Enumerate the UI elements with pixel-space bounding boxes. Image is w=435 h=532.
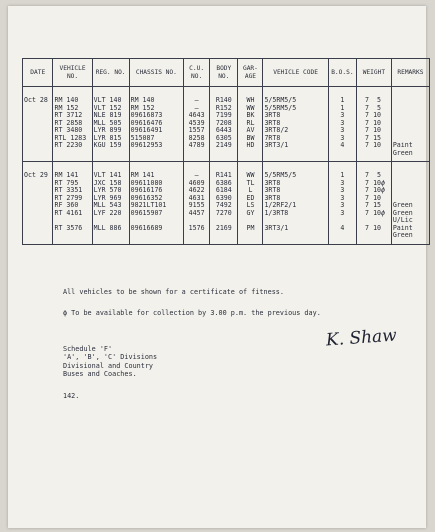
- chassis-no-cell: 09616176: [129, 187, 183, 195]
- vehicle-code-cell: 1/3RT8: [263, 210, 328, 225]
- body-no-cell: 2169: [210, 225, 238, 245]
- body-no-cell: 6305: [210, 135, 238, 143]
- weight-tons: 7: [365, 202, 370, 209]
- body-no-cell: 6390: [210, 195, 238, 203]
- collection-mark: ϕ: [381, 179, 385, 187]
- table-row: [23, 162, 430, 180]
- table-row: [23, 210, 430, 225]
- weight-tons: 7: [365, 224, 370, 232]
- weight-cwt: 15: [373, 134, 382, 142]
- table-row: [23, 112, 430, 120]
- bos-cell: 1: [328, 105, 356, 113]
- collection-note: ϕ To be available for collection by 3.00 p.m. the previous day.: [63, 309, 321, 317]
- table-row: [23, 187, 430, 195]
- remark-line: Green: [392, 148, 413, 157]
- vehicle-no-cell: RT 3480: [53, 127, 92, 135]
- table-row: [23, 105, 430, 113]
- weight-tons: 7: [365, 142, 370, 149]
- remark-line: Paint: [392, 142, 413, 149]
- weight-cwt: 10: [373, 127, 382, 134]
- date-cell: [23, 127, 53, 135]
- body-no-cell: 7492: [210, 202, 238, 210]
- vehicle-no-cell: RM 141: [53, 162, 92, 180]
- weight-cwt: 10: [373, 179, 382, 187]
- cu-no-cell: –: [184, 162, 210, 180]
- cu-no-cell: 4631: [184, 195, 210, 203]
- weight-cell: [357, 127, 392, 135]
- chassis-no-cell: 09616873: [129, 112, 183, 120]
- document-page: [8, 6, 426, 528]
- cu-no-cell: 8258: [184, 135, 210, 143]
- collection-mark: ϕ: [381, 209, 385, 217]
- remarks-cell: [391, 127, 429, 135]
- vehicle-no-cell: RT 4161: [53, 210, 92, 225]
- cu-no-cell: 4789: [184, 142, 210, 162]
- vehicle-code-cell: 5/5RM5/5: [263, 87, 328, 105]
- vehicle-no-cell: RT 3351: [53, 187, 92, 195]
- weight-cwt: 5: [377, 104, 382, 112]
- bos-cell: 3: [328, 187, 356, 195]
- remarks-cell: [391, 87, 429, 105]
- remarks-cell: [391, 162, 429, 180]
- chassis-no-cell: RM 152: [129, 105, 183, 113]
- remarks-cell: [391, 202, 429, 210]
- col-header-body-no: BODY NO.: [210, 59, 238, 87]
- chassis-no-cell: 09611080: [129, 180, 183, 188]
- weight-tons: 7: [365, 104, 370, 112]
- weight-cell: [357, 187, 392, 195]
- table-row: [23, 180, 430, 188]
- col-header-bos: B.O.S.: [328, 59, 356, 87]
- chassis-no-cell: 515087: [129, 135, 183, 143]
- reg-no-cell: MLL 543: [92, 202, 129, 210]
- vehicle-code-cell: 3RT8/2: [263, 127, 328, 135]
- weight-cell: [357, 142, 392, 162]
- date-cell: [23, 210, 53, 225]
- weight-cell: [357, 87, 392, 105]
- date-cell: [23, 180, 53, 188]
- remark-line: Green: [392, 209, 413, 217]
- weight-cwt: 5: [377, 171, 382, 179]
- garage-cell: BW: [238, 135, 263, 143]
- body-no-cell: 6386: [210, 180, 238, 188]
- cu-no-cell: –: [184, 105, 210, 113]
- cu-no-cell: 4622: [184, 187, 210, 195]
- body-no-cell: 6184: [210, 187, 238, 195]
- date-cell: [23, 187, 53, 195]
- weight-tons: 7: [365, 119, 370, 127]
- reg-no-cell: LYR 815: [92, 135, 129, 143]
- weight-cwt: 15: [373, 202, 382, 209]
- remark-line: U/Lic: [392, 216, 413, 224]
- reg-no-cell: LYR 570: [92, 187, 129, 195]
- cu-no-cell: 4457: [184, 210, 210, 225]
- bos-cell: 3: [328, 127, 356, 135]
- weight-cell: [357, 105, 392, 113]
- group-oct-28: [23, 87, 430, 162]
- remarks-cell: [391, 187, 429, 195]
- reg-no-cell: JXC 158: [92, 180, 129, 188]
- reg-no-cell: MLL 886: [92, 225, 129, 245]
- cu-no-cell: 4539: [184, 120, 210, 128]
- cu-no-cell: –: [184, 87, 210, 105]
- weight-cell: [357, 162, 392, 180]
- vehicle-no-cell: RF 360: [53, 202, 92, 210]
- vehicle-code-cell: 3RT8: [263, 120, 328, 128]
- weight-tons: 7: [365, 179, 370, 187]
- weight-tons: 7: [365, 127, 370, 134]
- vehicle-code-cell: 3RT8: [263, 187, 328, 195]
- chassis-no-cell: 09612953: [129, 142, 183, 162]
- body-no-cell: R152: [210, 105, 238, 113]
- vehicle-no-cell: RT 2858: [53, 120, 92, 128]
- bos-cell: 1: [328, 162, 356, 180]
- cu-no-cell: 1557: [184, 127, 210, 135]
- reg-no-cell: VLT 141: [92, 162, 129, 180]
- vehicle-code-cell: 3RT8: [263, 195, 328, 203]
- chassis-no-cell: 09616476: [129, 120, 183, 128]
- footer-line: Schedule 'F': [63, 345, 113, 353]
- bos-cell: 3: [328, 210, 356, 225]
- vehicle-no-cell: RT 3576: [53, 225, 92, 245]
- reg-no-cell: LYR 969: [92, 195, 129, 203]
- reg-no-cell: VLT 140: [92, 87, 129, 105]
- weight-cwt: 10: [373, 142, 382, 149]
- weight-cell: [357, 210, 392, 225]
- table-row: [23, 202, 430, 210]
- cu-no-cell: 9155: [184, 202, 210, 210]
- weight-cell: [357, 120, 392, 128]
- garage-cell: LS: [238, 202, 263, 210]
- collection-mark: ϕ: [381, 187, 385, 194]
- garage-cell: GY: [238, 210, 263, 225]
- vehicle-code-cell: 3RT3/1: [263, 142, 328, 162]
- weight-tons: 7: [365, 112, 370, 119]
- garage-cell: WH: [238, 87, 263, 105]
- vehicle-code-cell: 5/5RM5/5: [263, 162, 328, 180]
- weight-cwt: 10: [373, 119, 382, 127]
- schedule-footer: [63, 345, 157, 379]
- body-no-cell: 7199: [210, 112, 238, 120]
- bos-cell: 3: [328, 112, 356, 120]
- reg-no-cell: KGU 159: [92, 142, 129, 162]
- garage-cell: RL: [238, 120, 263, 128]
- weight-cell: [357, 135, 392, 143]
- weight-cell: [357, 112, 392, 120]
- bos-cell: 3: [328, 180, 356, 188]
- date-cell: [23, 120, 53, 128]
- vehicle-no-cell: RT 795: [53, 180, 92, 188]
- col-header-reg-no: REG. NO.: [92, 59, 129, 87]
- cu-no-cell: 4609: [184, 180, 210, 188]
- table-row: [23, 135, 430, 143]
- vehicle-code-cell: 1/2RF2/1: [263, 202, 328, 210]
- body-no-cell: 6443: [210, 127, 238, 135]
- weight-cwt: 10: [373, 209, 382, 217]
- reg-no-cell: LYR 899: [92, 127, 129, 135]
- vehicle-code-cell: 3RT8: [263, 112, 328, 120]
- chassis-no-cell: 09616352: [129, 195, 183, 203]
- vehicle-no-cell: RT 3712: [53, 112, 92, 120]
- chassis-no-cell: RM 141: [129, 162, 183, 180]
- footer-line: Divisional and Country: [63, 361, 154, 370]
- date-cell: Oct 29: [23, 162, 53, 180]
- footer-line: Buses and Coaches.: [63, 370, 137, 379]
- vehicle-no-cell: RTL 1283: [53, 135, 92, 143]
- fitness-note: All vehicles to be shown for a certificate of fitness.: [63, 288, 284, 296]
- body-no-cell: R141: [210, 162, 238, 180]
- reg-no-cell: NLE 819: [92, 112, 129, 120]
- weight-tons: 7: [365, 209, 370, 217]
- col-header-cu-no: C.U. NO.: [184, 59, 210, 87]
- chassis-no-cell: 9821LT101: [129, 202, 183, 210]
- bos-cell: 4: [328, 142, 356, 162]
- vehicle-no-cell: RT 2799: [53, 195, 92, 203]
- weight-tons: 7: [365, 134, 370, 142]
- cu-no-cell: 1576: [184, 225, 210, 245]
- table-row: [23, 142, 430, 162]
- chassis-no-cell: RM 140: [129, 87, 183, 105]
- weight-cell: [357, 202, 392, 210]
- cu-no-cell: 4643: [184, 112, 210, 120]
- weight-tons: 7: [365, 194, 370, 202]
- vehicle-no-cell: RM 140: [53, 87, 92, 105]
- weight-cwt: 10: [373, 224, 382, 232]
- date-cell: [23, 142, 53, 162]
- garage-cell: WW: [238, 162, 263, 180]
- bos-cell: 3: [328, 202, 356, 210]
- reg-no-cell: VLT 152: [92, 105, 129, 113]
- bos-cell: 3: [328, 120, 356, 128]
- table-row: [23, 120, 430, 128]
- weight-cwt: 5: [377, 96, 382, 104]
- remarks-cell: [391, 210, 429, 225]
- body-no-cell: 7208: [210, 120, 238, 128]
- page-number: 142.: [63, 392, 80, 400]
- table-row: [23, 225, 430, 245]
- col-header-vehicle-code: VEHICLE CODE: [263, 59, 328, 87]
- chassis-no-cell: 09616689: [129, 225, 183, 245]
- garage-cell: AV: [238, 127, 263, 135]
- handwritten-signature: K. Shaw: [325, 325, 398, 351]
- vehicle-schedule-table: [22, 58, 430, 245]
- body-no-cell: 7270: [210, 210, 238, 225]
- remarks-cell: [391, 195, 429, 203]
- bos-cell: 4: [328, 225, 356, 245]
- garage-cell: ED: [238, 195, 263, 203]
- date-cell: Oct 28: [23, 87, 53, 105]
- col-header-garage: GAR- AGE: [238, 59, 263, 87]
- col-header-chassis-no: CHASSIS NO.: [129, 59, 183, 87]
- vehicle-code-cell: 5/5RM5/5: [263, 105, 328, 113]
- weight-cell: [357, 225, 392, 245]
- bos-cell: 1: [328, 87, 356, 105]
- group-oct-29: [23, 162, 430, 245]
- date-cell: [23, 105, 53, 113]
- remarks-cell: [391, 112, 429, 120]
- col-header-weight: WEIGHT: [357, 59, 392, 87]
- date-cell: [23, 195, 53, 203]
- remark-line: Green: [392, 202, 413, 209]
- chassis-no-cell: 09616491: [129, 127, 183, 135]
- remarks-cell: [391, 180, 429, 188]
- vehicle-no-cell: RM 152: [53, 105, 92, 113]
- table-row: [23, 195, 430, 203]
- garage-cell: WW: [238, 105, 263, 113]
- garage-cell: TL: [238, 180, 263, 188]
- vehicle-code-cell: 3RT3/1: [263, 225, 328, 245]
- weight-tons: 7: [365, 96, 370, 104]
- col-header-remarks: REMARKS: [391, 59, 429, 87]
- vehicle-code-cell: 7RT8: [263, 135, 328, 143]
- weight-cell: [357, 180, 392, 188]
- date-cell: [23, 202, 53, 210]
- garage-cell: L: [238, 187, 263, 195]
- col-header-date: DATE: [23, 59, 53, 87]
- remark-line: Green: [392, 231, 413, 239]
- body-no-cell: R140: [210, 87, 238, 105]
- col-header-vehicle-no: VEHICLE NO.: [53, 59, 92, 87]
- footer-line: 'A', 'B', 'C' Divisions: [63, 353, 158, 362]
- header-row: [23, 59, 430, 87]
- chassis-no-cell: 09615907: [129, 210, 183, 225]
- weight-cell: [357, 195, 392, 203]
- garage-cell: HD: [238, 142, 263, 162]
- date-cell: [23, 112, 53, 120]
- remarks-cell: [391, 135, 429, 143]
- garage-cell: BK: [238, 112, 263, 120]
- body-no-cell: 2149: [210, 142, 238, 162]
- weight-cwt: 10: [373, 194, 382, 202]
- vehicle-code-cell: 3RT8: [263, 180, 328, 188]
- bos-cell: 3: [328, 135, 356, 143]
- garage-cell: PM: [238, 225, 263, 245]
- weight-cwt: 10: [373, 112, 382, 119]
- weight-tons: 7: [365, 171, 370, 179]
- vehicle-no-cell: RT 2230: [53, 142, 92, 162]
- weight-tons: 7: [365, 187, 370, 194]
- remarks-cell: [391, 120, 429, 128]
- remarks-cell: [391, 142, 429, 162]
- date-cell: [23, 225, 53, 245]
- bos-cell: 3: [328, 195, 356, 203]
- table-row: [23, 87, 430, 105]
- reg-no-cell: LYF 220: [92, 210, 129, 225]
- weight-cwt: 10: [373, 187, 382, 194]
- reg-no-cell: MLL 505: [92, 120, 129, 128]
- remark-line: Paint: [392, 224, 413, 232]
- remarks-cell: [391, 105, 429, 113]
- date-cell: [23, 135, 53, 143]
- remarks-cell: [391, 225, 429, 245]
- table-row: [23, 127, 430, 135]
